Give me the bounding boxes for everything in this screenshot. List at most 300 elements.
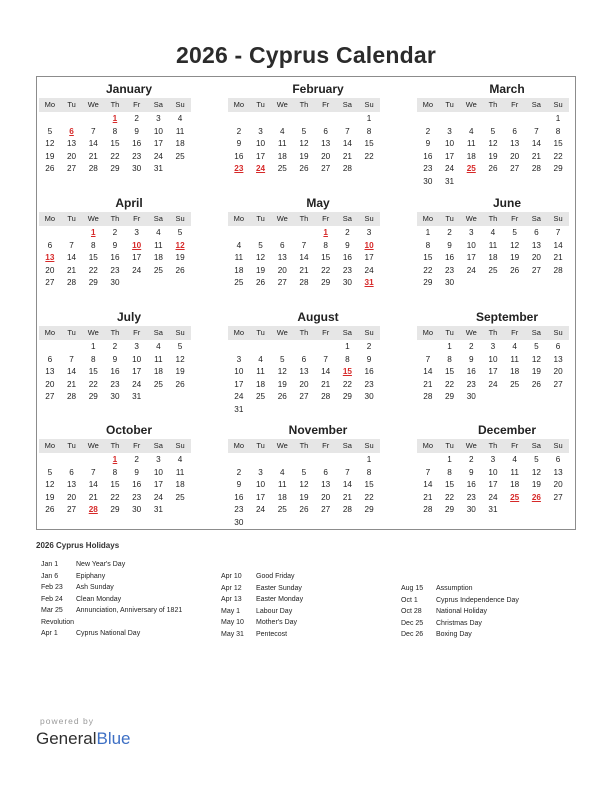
day-cell: 22 [342, 379, 352, 389]
holiday-list-column-1 [36, 559, 216, 640]
day-cell: 6 [512, 126, 517, 136]
day-cell: 1 [447, 342, 452, 351]
day-cell: 3 [156, 114, 161, 123]
day-cell: 11 [510, 354, 519, 364]
day-cell: 30 [132, 164, 142, 174]
day-cell: 6 [47, 240, 53, 250]
holiday-entry [36, 605, 216, 617]
weekday-label: Sa [531, 214, 541, 223]
day-cell: 24 [153, 151, 163, 161]
day-cell: 29 [342, 392, 352, 402]
holiday-entry [36, 582, 216, 594]
day-cell: 12 [45, 139, 55, 149]
weekday-label: Th [488, 214, 498, 223]
day-cell: 25 [488, 265, 498, 275]
day-cell: 10 [153, 126, 163, 136]
day-cell: 22 [364, 492, 374, 502]
weekday-header [39, 326, 191, 340]
page-title: 2026 - Cyprus Calendar [175, 42, 437, 68]
day-cell: 19 [531, 367, 541, 377]
day-cell: 7 [555, 228, 561, 237]
day-cell: 19 [277, 379, 287, 389]
day-cell: 12 [531, 354, 541, 364]
holiday-date-label: Aug 15 [401, 585, 424, 592]
day-cell: 28 [67, 392, 77, 402]
week-row [228, 240, 380, 253]
week-row [228, 404, 380, 417]
holiday-date: 1 [112, 455, 118, 464]
day-cell: 17 [445, 151, 455, 161]
holiday-date-label: Jan 6 [41, 572, 59, 580]
day-cell: 14 [67, 367, 77, 377]
holiday-date-label: Apr 12 [221, 584, 242, 592]
day-cell: 27 [553, 379, 563, 389]
empty-day-cell [39, 227, 61, 240]
week-row [417, 227, 569, 240]
holiday-date-label: Apr 13 [221, 596, 242, 603]
weekday-label: Mo [233, 100, 245, 109]
day-cell: 2 [134, 114, 139, 123]
weekday-label: We [465, 441, 477, 450]
month-name: May [306, 196, 330, 210]
weekday-label: Th [488, 441, 498, 450]
holiday-date-label: Dec 25 [401, 619, 424, 627]
month-december [417, 421, 569, 517]
day-cell: 14 [88, 139, 98, 149]
empty-day-cell [439, 113, 461, 126]
day-cell: 27 [45, 392, 55, 402]
day-cell: 14 [321, 367, 331, 377]
day-cell: 21 [342, 492, 352, 502]
week-row [417, 341, 569, 354]
day-cell: 31 [234, 404, 244, 414]
day-cell: 26 [45, 164, 55, 174]
week-row [228, 227, 380, 240]
weekday-label: Su [175, 328, 185, 337]
day-cell: 20 [67, 151, 77, 161]
day-cell: 13 [510, 139, 520, 149]
day-cell: 24 [234, 392, 244, 402]
day-cell: 7 [69, 240, 74, 250]
day-cell: 8 [323, 240, 328, 250]
day-cell: 4 [512, 342, 517, 351]
holiday-date-label: Oct 1 [401, 596, 418, 604]
day-cell: 23 [466, 492, 476, 502]
day-cell: 12 [531, 467, 541, 477]
week-row [39, 492, 191, 505]
empty-day-cell [504, 391, 526, 404]
holiday-name: Good Friday [256, 573, 295, 580]
day-cell: 24 [488, 492, 498, 502]
day-cell: 13 [45, 367, 55, 377]
day-cell: 6 [279, 240, 285, 250]
holiday-name: New Year's Day [76, 561, 126, 568]
weekday-label: Th [488, 100, 498, 109]
week-row [228, 265, 380, 278]
holiday-name: Assumption [436, 585, 473, 592]
empty-day-cell [547, 391, 569, 404]
empty-day-cell [337, 404, 359, 417]
day-cell: 14 [423, 480, 433, 490]
week-row [228, 151, 380, 164]
weekday-label: Fr [511, 214, 519, 223]
day-cell: 7 [69, 354, 74, 364]
week-row [228, 252, 380, 265]
day-cell: 4 [156, 228, 161, 237]
weekday-header [39, 212, 191, 226]
weekday-label: Mo [422, 441, 434, 450]
weekday-label: Fr [322, 214, 330, 223]
day-cell: 22 [553, 151, 563, 161]
week-row [39, 113, 191, 126]
empty-day-cell [482, 391, 504, 404]
weekday-label: Tu [67, 441, 76, 450]
weekday-label: Mo [233, 441, 245, 450]
empty-day-cell [358, 163, 380, 176]
day-cell: 3 [490, 455, 496, 464]
weekday-label: Mo [44, 214, 56, 223]
day-cell: 5 [301, 467, 307, 477]
weekday-label: Fr [511, 100, 519, 109]
day-cell: 4 [279, 126, 285, 136]
day-cell: 21 [531, 151, 541, 161]
week-row [39, 265, 191, 278]
holiday-date-label: Mar 25 [41, 607, 63, 614]
day-cell: 7 [90, 126, 96, 136]
day-cell: 3 [258, 126, 263, 136]
day-cell: 17 [132, 367, 142, 377]
day-cell: 8 [366, 467, 372, 477]
weekday-label: Th [299, 100, 309, 109]
holiday-date-label: Feb 24 [41, 595, 63, 603]
day-cell: 17 [234, 379, 244, 389]
month-name: February [292, 82, 344, 96]
week-row [417, 240, 569, 253]
day-cell: 9 [468, 354, 474, 364]
day-cell: 6 [47, 354, 53, 364]
empty-day-cell [250, 404, 272, 417]
day-cell: 14 [531, 139, 541, 149]
weekday-header [39, 98, 191, 112]
day-cell: 25 [510, 379, 520, 389]
empty-day-cell [271, 113, 293, 126]
weekday-label: Mo [233, 214, 245, 223]
week-row [417, 366, 569, 379]
month-march [417, 80, 569, 189]
empty-day-cell [315, 517, 337, 530]
day-cell: 10 [466, 240, 476, 250]
holiday-name: Annunciation, Anniversary of 1821 [76, 607, 183, 614]
week-row [228, 467, 380, 480]
day-cell: 27 [45, 278, 55, 288]
month-september [417, 308, 569, 404]
holiday-name: Christmas Day [436, 619, 482, 627]
empty-day-cell [271, 404, 293, 417]
month-june [417, 194, 569, 290]
holiday-date: 25 [466, 164, 476, 174]
generalblue-logo[interactable] [36, 729, 131, 749]
empty-day-cell [417, 454, 439, 467]
day-cell: 13 [299, 367, 309, 377]
weekday-label: Fr [511, 328, 519, 337]
day-cell: 20 [553, 367, 563, 377]
day-cell: 13 [553, 354, 563, 364]
day-cell: 12 [45, 480, 55, 490]
empty-day-cell [293, 454, 315, 467]
weekday-label: We [87, 328, 99, 337]
day-cell: 25 [175, 492, 185, 502]
weekday-label: Tu [445, 100, 454, 109]
day-cell: 30 [466, 505, 476, 515]
holiday-date: 1 [90, 228, 96, 237]
holiday-entry [216, 629, 396, 641]
weekday-label: Sa [153, 214, 163, 223]
week-row [228, 113, 380, 126]
day-cell: 27 [321, 505, 331, 515]
day-cell: 3 [490, 342, 496, 351]
weekday-label: Mo [233, 328, 245, 337]
day-cell: 19 [531, 480, 541, 490]
weekday-label: Th [299, 214, 309, 223]
week-row [39, 138, 191, 151]
day-cell: 6 [555, 455, 561, 464]
day-cell: 16 [466, 367, 476, 377]
day-cell: 24 [132, 379, 142, 389]
holiday-entry [396, 629, 576, 641]
day-cell: 5 [177, 342, 183, 351]
day-cell: 16 [132, 480, 142, 490]
day-cell: 29 [423, 278, 433, 288]
day-cell: 24 [445, 164, 455, 174]
empty-day-cell [547, 176, 569, 189]
day-cell: 19 [488, 151, 498, 161]
brand-general: General [36, 729, 97, 748]
day-cell: 11 [510, 467, 519, 477]
day-cell: 13 [67, 480, 77, 490]
holiday-entry [396, 595, 576, 607]
day-cell: 15 [423, 253, 433, 263]
day-cell: 20 [67, 492, 77, 502]
weekday-label: Su [553, 214, 563, 223]
empty-day-cell [148, 277, 170, 290]
day-cell: 26 [175, 265, 185, 275]
day-cell: 18 [153, 253, 163, 263]
holiday-list-column-3 [396, 583, 576, 641]
month-name: October [105, 423, 152, 437]
day-cell: 12 [175, 354, 185, 364]
week-row [39, 479, 191, 492]
week-row [228, 379, 380, 392]
day-cell: 12 [299, 480, 309, 490]
weekday-label: Su [364, 214, 374, 223]
day-cell: 8 [345, 354, 350, 364]
day-cell: 14 [553, 240, 563, 250]
day-cell: 18 [466, 151, 476, 161]
day-cell: 17 [364, 253, 374, 263]
weekday-label: Su [553, 328, 563, 337]
holiday-name: Pentecost [256, 630, 288, 638]
day-cell: 20 [45, 379, 55, 389]
day-cell: 28 [88, 164, 98, 174]
day-cell: 30 [445, 278, 455, 288]
brand-blue: Blue [96, 729, 131, 748]
week-row [39, 151, 191, 164]
weekday-label: Sa [153, 441, 163, 450]
day-cell: 5 [279, 354, 285, 364]
day-cell: 5 [534, 455, 539, 464]
day-cell: 8 [447, 467, 452, 477]
weekday-header [228, 212, 380, 226]
holiday-date-label: Apr 1 [41, 630, 58, 637]
day-cell: 2 [236, 126, 242, 136]
day-cell: 9 [134, 467, 139, 477]
day-cell: 18 [256, 379, 266, 389]
holiday-date-label: Oct 28 [401, 608, 422, 615]
empty-day-cell [61, 227, 83, 240]
weekday-label: Mo [422, 100, 434, 109]
holiday-entry [216, 617, 396, 629]
empty-day-cell [460, 277, 482, 290]
day-cell: 29 [110, 164, 120, 174]
week-row [417, 252, 569, 265]
weekday-label: Su [553, 441, 563, 450]
day-cell: 8 [112, 467, 118, 477]
holiday-date: 6 [69, 126, 74, 136]
month-name: June [492, 196, 521, 210]
weekday-label: Sa [531, 441, 541, 450]
holiday-entry [396, 583, 576, 595]
day-cell: 26 [299, 505, 309, 515]
day-cell: 7 [90, 467, 96, 477]
empty-day-cell [228, 341, 250, 354]
weekday-label: Tu [67, 100, 76, 109]
weekday-label: Mo [44, 328, 56, 337]
day-cell: 12 [277, 367, 287, 377]
day-cell: 16 [110, 253, 120, 263]
weekday-label: Th [299, 328, 309, 337]
day-cell: 18 [277, 492, 287, 502]
day-cell: 23 [132, 492, 142, 502]
weekday-label: We [465, 100, 477, 109]
month-july [39, 308, 191, 404]
day-cell: 23 [466, 379, 476, 389]
day-cell: 16 [364, 367, 374, 377]
week-row [417, 138, 569, 151]
day-cell: 25 [234, 278, 244, 288]
day-cell: 8 [90, 354, 96, 364]
day-cell: 17 [256, 492, 266, 502]
month-name: July [116, 310, 141, 324]
day-cell: 5 [47, 126, 53, 136]
week-row [39, 240, 191, 253]
day-cell: 20 [510, 151, 520, 161]
day-cell: 7 [345, 126, 350, 136]
day-cell: 9 [366, 354, 372, 364]
holiday-entry [216, 571, 396, 583]
holiday-name: Cyprus Independence Day [436, 596, 519, 604]
day-cell: 31 [153, 164, 163, 174]
week-row [39, 252, 191, 265]
day-cell: 29 [445, 392, 455, 402]
day-cell: 14 [342, 480, 352, 490]
day-cell: 23 [423, 164, 433, 174]
day-cell: 27 [277, 278, 287, 288]
empty-day-cell [460, 176, 482, 189]
day-cell: 31 [132, 392, 142, 402]
empty-day-cell [358, 517, 380, 530]
day-cell: 27 [321, 164, 331, 174]
day-cell: 23 [364, 379, 374, 389]
holiday-name: Boxing Day [436, 631, 472, 638]
empty-day-cell [337, 113, 359, 126]
weekday-label: Sa [531, 100, 541, 109]
weekday-header [417, 98, 569, 112]
day-cell: 8 [447, 354, 452, 364]
month-name: December [477, 423, 537, 437]
day-cell: 30 [423, 176, 433, 186]
empty-day-cell [482, 176, 504, 189]
day-cell: 20 [553, 480, 563, 490]
holiday-date: 25 [510, 492, 520, 502]
day-cell: 28 [531, 164, 541, 174]
day-cell: 13 [553, 467, 563, 477]
day-cell: 3 [258, 467, 263, 477]
holiday-date-label: Dec 26 [401, 631, 424, 638]
day-cell: 25 [153, 379, 163, 389]
week-row [228, 341, 380, 354]
month-name: March [489, 82, 525, 96]
weekday-label: Fr [133, 441, 141, 450]
day-cell: 18 [510, 480, 520, 490]
empty-day-cell [250, 227, 272, 240]
day-cell: 29 [445, 505, 455, 515]
day-cell: 17 [153, 139, 163, 149]
empty-day-cell [250, 517, 272, 530]
day-cell: 2 [236, 467, 242, 477]
weekday-label: Th [110, 441, 120, 450]
holiday-name: Ash Sunday [76, 584, 114, 591]
weekday-label: Fr [322, 100, 330, 109]
empty-day-cell [82, 454, 104, 467]
day-cell: 17 [153, 480, 163, 490]
empty-day-cell [169, 277, 191, 290]
holiday-name: Labour Day [256, 607, 293, 615]
day-cell: 30 [364, 392, 374, 402]
week-row [228, 277, 380, 290]
day-cell: 11 [278, 139, 287, 149]
day-cell: 18 [175, 139, 185, 149]
week-row [417, 454, 569, 467]
day-cell: 7 [301, 240, 307, 250]
day-cell: 5 [177, 228, 183, 237]
day-cell: 14 [299, 253, 309, 263]
weekday-label: Tu [67, 328, 76, 337]
day-cell: 8 [425, 240, 431, 250]
week-row [39, 341, 191, 354]
day-cell: 30 [234, 517, 244, 527]
day-cell: 6 [534, 228, 539, 237]
week-row [417, 479, 569, 492]
month-april [39, 194, 191, 290]
day-cell: 22 [88, 265, 98, 275]
empty-day-cell [417, 341, 439, 354]
week-row [417, 492, 569, 505]
day-cell: 27 [531, 265, 541, 275]
holiday-name: Mother's Day [256, 619, 298, 626]
weekday-label: Tu [445, 328, 454, 337]
weekday-label: Fr [133, 100, 141, 109]
empty-day-cell [504, 113, 526, 126]
